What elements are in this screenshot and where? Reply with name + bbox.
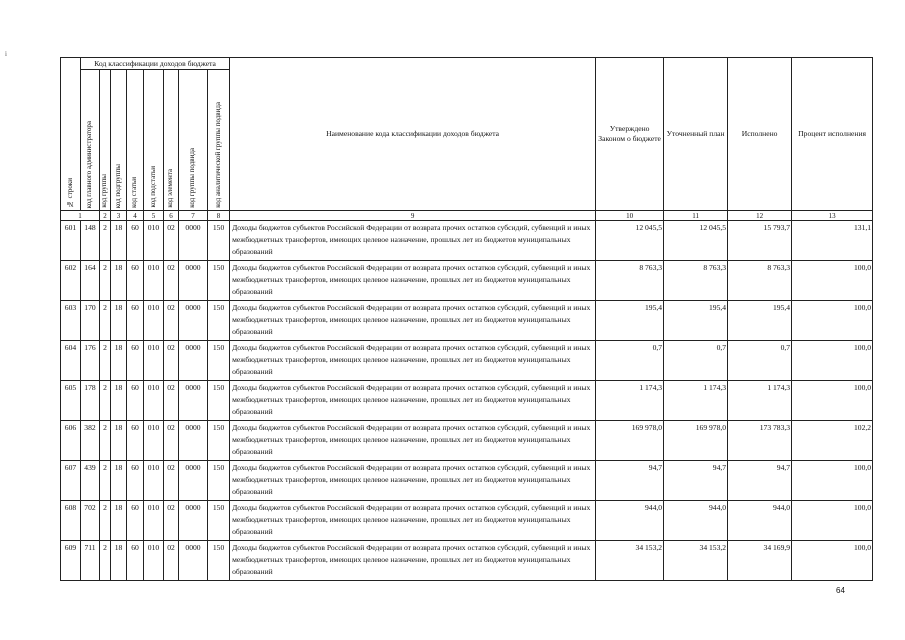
code-cell: 60: [127, 261, 144, 301]
code-cell: 60: [127, 541, 144, 581]
code-cell: 60: [127, 381, 144, 421]
code-cell: 02: [164, 341, 179, 381]
code-cell: 60: [127, 461, 144, 501]
percent-cell: 100,0: [792, 461, 873, 501]
code-cell: 150: [208, 301, 230, 341]
table-row: [61, 301, 873, 341]
name-cell: Доходы бюджетов субъектов Российской Федерации от возврата прочих остатков субсидий, субвенций и иных межбюджетных трансфертов, имеющих целевое назначение, прошлых лет из бюджетов муниципальных образований: [230, 421, 596, 461]
code-cell: 150: [208, 221, 230, 261]
executed-cell: 944,0: [728, 501, 792, 541]
column-number: 8: [208, 211, 230, 221]
code-cell: 150: [208, 461, 230, 501]
executed-cell: 34 169,9: [728, 541, 792, 581]
code-cell: 18: [111, 541, 127, 581]
budget-revenue-table: [60, 57, 873, 581]
code-cell: 0000: [179, 341, 208, 381]
header-name: Наименование кода классификации доходов бюджета: [230, 58, 596, 211]
header-code-column: код группы: [100, 70, 111, 211]
code-cell: 60: [127, 341, 144, 381]
code-cell: 170: [81, 301, 100, 341]
row-number-cell: 601: [61, 221, 81, 261]
executed-cell: 1 174,3: [728, 381, 792, 421]
name-cell: Доходы бюджетов субъектов Российской Федерации от возврата прочих остатков субсидий, субвенций и иных межбюджетных трансфертов, имеющих целевое назначение, прошлых лет из бюджетов муниципальных образований: [230, 381, 596, 421]
refined-cell: 195,4: [664, 301, 728, 341]
code-cell: 0000: [179, 221, 208, 261]
code-cell: 0000: [179, 541, 208, 581]
code-cell: 18: [111, 421, 127, 461]
code-cell: 02: [164, 461, 179, 501]
code-cell: 711: [81, 541, 100, 581]
column-number: 12: [728, 211, 792, 221]
row-number-cell: 604: [61, 341, 81, 381]
header-code-column: код элемента: [164, 70, 179, 211]
percent-cell: 100,0: [792, 541, 873, 581]
row-number-cell: 609: [61, 541, 81, 581]
code-cell: 150: [208, 421, 230, 461]
column-number: 10: [596, 211, 664, 221]
approved-cell: 195,4: [596, 301, 664, 341]
code-cell: 010: [144, 421, 164, 461]
code-cell: 0000: [179, 301, 208, 341]
approved-cell: 12 045,5: [596, 221, 664, 261]
code-cell: 150: [208, 541, 230, 581]
header-code-column: код группы подвида: [179, 70, 208, 211]
code-cell: 2: [100, 541, 111, 581]
code-cell: 2: [100, 501, 111, 541]
code-cell: 010: [144, 381, 164, 421]
column-number: 2: [100, 211, 111, 221]
code-cell: 02: [164, 381, 179, 421]
column-number: 4: [127, 211, 144, 221]
approved-cell: 944,0: [596, 501, 664, 541]
code-cell: 010: [144, 301, 164, 341]
name-cell: Доходы бюджетов субъектов Российской Федерации от возврата прочих остатков субсидий, субвенций и иных межбюджетных трансфертов, имеющих целевое назначение, прошлых лет из бюджетов муниципальных образований: [230, 541, 596, 581]
table-row: [61, 501, 873, 541]
code-cell: 0000: [179, 261, 208, 301]
code-cell: 2: [100, 261, 111, 301]
approved-cell: 94,7: [596, 461, 664, 501]
executed-cell: 8 763,3: [728, 261, 792, 301]
column-number: 7: [179, 211, 208, 221]
executed-cell: 0,7: [728, 341, 792, 381]
code-cell: 150: [208, 501, 230, 541]
code-cell: 60: [127, 301, 144, 341]
code-cell: 0000: [179, 501, 208, 541]
percent-cell: 102,2: [792, 421, 873, 461]
code-cell: 010: [144, 221, 164, 261]
code-cell: 60: [127, 221, 144, 261]
row-number-cell: 605: [61, 381, 81, 421]
name-cell: Доходы бюджетов субъектов Российской Федерации от возврата прочих остатков субсидий, субвенций и иных межбюджетных трансфертов, имеющих целевое назначение, прошлых лет из бюджетов муниципальных образований: [230, 301, 596, 341]
header-refined-plan: Уточненный план: [664, 58, 728, 211]
code-cell: 2: [100, 221, 111, 261]
table-row: [61, 221, 873, 261]
name-cell: Доходы бюджетов субъектов Российской Федерации от возврата прочих остатков субсидий, субвенций и иных межбюджетных трансфертов, имеющих целевое назначение, прошлых лет из бюджетов муниципальных образований: [230, 501, 596, 541]
code-cell: 18: [111, 341, 127, 381]
refined-cell: 944,0: [664, 501, 728, 541]
executed-cell: 15 793,7: [728, 221, 792, 261]
percent-cell: 100,0: [792, 341, 873, 381]
percent-cell: 100,0: [792, 501, 873, 541]
code-cell: 010: [144, 461, 164, 501]
column-number: 5: [144, 211, 164, 221]
column-number: 1: [61, 211, 100, 221]
code-cell: 010: [144, 341, 164, 381]
column-number: 3: [111, 211, 127, 221]
header-approved: Утверждено Законом о бюджете: [596, 58, 664, 211]
code-cell: 18: [111, 221, 127, 261]
column-number: 6: [164, 211, 179, 221]
code-cell: 02: [164, 421, 179, 461]
page-number: 64: [836, 586, 845, 595]
row-number-cell: 606: [61, 421, 81, 461]
approved-cell: 1 174,3: [596, 381, 664, 421]
code-cell: 702: [81, 501, 100, 541]
code-cell: 02: [164, 261, 179, 301]
refined-cell: 1 174,3: [664, 381, 728, 421]
code-cell: 010: [144, 261, 164, 301]
code-cell: 2: [100, 381, 111, 421]
table-row: [61, 381, 873, 421]
code-cell: 18: [111, 501, 127, 541]
name-cell: Доходы бюджетов субъектов Российской Федерации от возврата прочих остатков субсидий, субвенций и иных межбюджетных трансфертов, имеющих целевое назначение, прошлых лет из бюджетов муниципальных образований: [230, 341, 596, 381]
refined-cell: 34 153,2: [664, 541, 728, 581]
table-row: [61, 421, 873, 461]
refined-cell: 169 978,0: [664, 421, 728, 461]
table-row: [61, 461, 873, 501]
code-cell: 2: [100, 461, 111, 501]
code-cell: 176: [81, 341, 100, 381]
header-row-number: № строки: [61, 58, 81, 211]
percent-cell: 100,0: [792, 301, 873, 341]
code-cell: 0000: [179, 421, 208, 461]
header-code-column: код главного администратора: [81, 70, 100, 211]
code-cell: 150: [208, 261, 230, 301]
refined-cell: 94,7: [664, 461, 728, 501]
executed-cell: 195,4: [728, 301, 792, 341]
percent-cell: 100,0: [792, 381, 873, 421]
percent-cell: 131,1: [792, 221, 873, 261]
code-cell: 02: [164, 541, 179, 581]
row-number-cell: 603: [61, 301, 81, 341]
page-margin-mark: i: [5, 50, 7, 58]
code-cell: 02: [164, 301, 179, 341]
header-code-column: код подстатьи: [144, 70, 164, 211]
row-number-cell: 608: [61, 501, 81, 541]
code-cell: 2: [100, 421, 111, 461]
approved-cell: 34 153,2: [596, 541, 664, 581]
header-code-column: код статьи: [127, 70, 144, 211]
header-code-group: Код классификации доходов бюджета: [81, 58, 230, 70]
row-number-cell: 607: [61, 461, 81, 501]
approved-cell: 169 978,0: [596, 421, 664, 461]
code-cell: 010: [144, 541, 164, 581]
header-executed: Исполнено: [728, 58, 792, 211]
header-code-column: код аналитической группы подвида: [208, 70, 230, 211]
code-cell: 18: [111, 461, 127, 501]
header-percent: Процент исполнения: [792, 58, 873, 211]
code-cell: 150: [208, 341, 230, 381]
refined-cell: 8 763,3: [664, 261, 728, 301]
code-cell: 2: [100, 301, 111, 341]
table-row: [61, 261, 873, 301]
executed-cell: 173 783,3: [728, 421, 792, 461]
approved-cell: 8 763,3: [596, 261, 664, 301]
column-number: 11: [664, 211, 728, 221]
refined-cell: 0,7: [664, 341, 728, 381]
code-cell: 178: [81, 381, 100, 421]
table-row: [61, 541, 873, 581]
header-code-column: код подгруппы: [111, 70, 127, 211]
code-cell: 2: [100, 341, 111, 381]
percent-cell: 100,0: [792, 261, 873, 301]
name-cell: Доходы бюджетов субъектов Российской Федерации от возврата прочих остатков субсидий, субвенций и иных межбюджетных трансфертов, имеющих целевое назначение, прошлых лет из бюджетов муниципальных образований: [230, 221, 596, 261]
code-cell: 150: [208, 381, 230, 421]
code-cell: 18: [111, 381, 127, 421]
code-cell: 010: [144, 501, 164, 541]
code-cell: 18: [111, 261, 127, 301]
code-cell: 18: [111, 301, 127, 341]
table-row: [61, 341, 873, 381]
name-cell: Доходы бюджетов субъектов Российской Федерации от возврата прочих остатков субсидий, субвенций и иных межбюджетных трансфертов, имеющих целевое назначение, прошлых лет из бюджетов муниципальных образований: [230, 261, 596, 301]
refined-cell: 12 045,5: [664, 221, 728, 261]
code-cell: 60: [127, 501, 144, 541]
executed-cell: 94,7: [728, 461, 792, 501]
code-cell: 382: [81, 421, 100, 461]
code-cell: 0000: [179, 461, 208, 501]
code-cell: 0000: [179, 381, 208, 421]
code-cell: 02: [164, 221, 179, 261]
row-number-cell: 602: [61, 261, 81, 301]
column-number: 9: [230, 211, 596, 221]
code-cell: 439: [81, 461, 100, 501]
approved-cell: 0,7: [596, 341, 664, 381]
code-cell: 02: [164, 501, 179, 541]
name-cell: Доходы бюджетов субъектов Российской Федерации от возврата прочих остатков субсидий, субвенций и иных межбюджетных трансфертов, имеющих целевое назначение, прошлых лет из бюджетов муниципальных образований: [230, 461, 596, 501]
code-cell: 164: [81, 261, 100, 301]
code-cell: 148: [81, 221, 100, 261]
code-cell: 60: [127, 421, 144, 461]
column-number: 13: [792, 211, 873, 221]
